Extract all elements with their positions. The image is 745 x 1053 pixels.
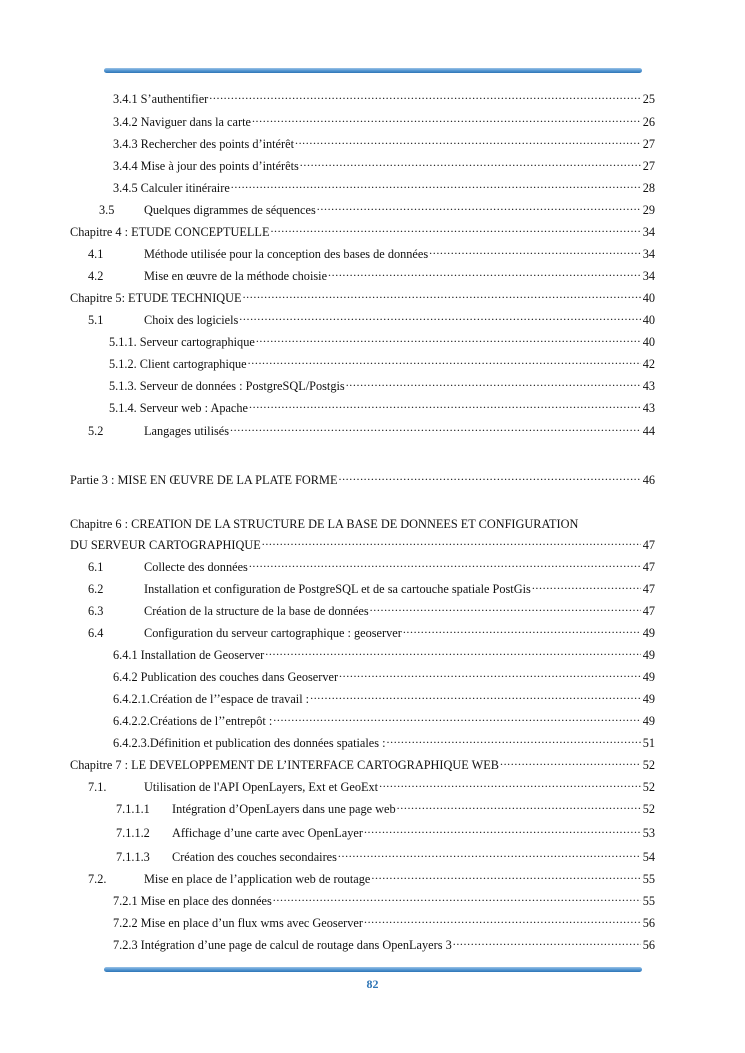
toc-title: Utilisation de l'API OpenLayers, Ext et GeoExt bbox=[144, 780, 379, 794]
toc-entry-5-1[interactable] bbox=[88, 308, 655, 327]
toc-entry-3-4-5[interactable] bbox=[113, 176, 655, 195]
toc-number: 6.4.2.2. bbox=[113, 714, 150, 728]
toc-number: 5.1.4. bbox=[109, 401, 137, 415]
dot-leader bbox=[252, 110, 641, 126]
toc-title: Affichage d’une carte avec OpenLayer bbox=[172, 826, 363, 840]
toc-page: 44 bbox=[642, 424, 655, 438]
dot-leader bbox=[453, 933, 641, 949]
dot-leader bbox=[273, 709, 640, 725]
toc-entry-3-4-2[interactable] bbox=[113, 110, 655, 129]
toc-entry-chapter-7[interactable] bbox=[70, 753, 655, 772]
toc-title: Calculer itinéraire bbox=[140, 181, 230, 195]
toc-page: 42 bbox=[642, 357, 655, 371]
toc-title: Méthode utilisée pour la conception des bases de données bbox=[144, 247, 429, 261]
toc-page: 52 bbox=[642, 780, 655, 794]
dot-leader bbox=[387, 731, 641, 747]
dot-leader bbox=[379, 775, 641, 791]
toc-number: 6.3 bbox=[88, 604, 104, 618]
toc-page: 56 bbox=[642, 938, 655, 952]
toc-page: 49 bbox=[642, 626, 655, 640]
toc-page: 34 bbox=[642, 247, 655, 261]
dot-leader bbox=[397, 797, 641, 813]
toc-entry-chapter-4[interactable] bbox=[70, 220, 655, 239]
toc-title: Chapitre 7 : LE DEVELOPPEMENT DE L’INTERFACE CARTOGRAPHIQUE WEB bbox=[70, 758, 499, 772]
toc-entry-7-2-2[interactable] bbox=[113, 911, 655, 930]
toc-number: 6.4.2.1. bbox=[113, 692, 150, 706]
toc-title: Intégration d’une page de calcul de routage dans OpenLayers 3 bbox=[140, 938, 452, 952]
toc-page: 49 bbox=[642, 648, 655, 662]
dot-leader bbox=[256, 330, 641, 346]
toc-page: 34 bbox=[642, 269, 655, 283]
dot-leader bbox=[339, 665, 641, 681]
toc-number: 5.1 bbox=[88, 313, 104, 327]
toc-page: 47 bbox=[642, 604, 655, 618]
dot-leader bbox=[209, 87, 640, 103]
dot-leader bbox=[249, 396, 641, 412]
dot-leader bbox=[231, 176, 641, 192]
toc-entry-6-4-2-1[interactable] bbox=[113, 687, 655, 706]
toc-title: Chapitre 4 : ETUDE CONCEPTUELLE bbox=[70, 225, 270, 239]
toc-entry-7-2-3[interactable] bbox=[113, 933, 655, 952]
dot-leader bbox=[532, 577, 641, 593]
toc-number: 3.4.4 bbox=[113, 159, 138, 173]
toc-title: S’authentifier bbox=[140, 92, 209, 106]
toc-page: 28 bbox=[642, 181, 655, 195]
toc-title: Mise en place d’un flux wms avec Geoserver bbox=[140, 916, 363, 930]
toc-page: 52 bbox=[642, 802, 655, 816]
toc-chapter-6-line-1[interactable]: Chapitre 6 : CREATION DE LA STRUCTURE DE LA BASE DE DONNEES ET CONFIGURATION bbox=[70, 517, 579, 531]
toc-page: 49 bbox=[642, 670, 655, 684]
toc-number: 6.1 bbox=[88, 560, 104, 574]
dot-leader bbox=[328, 264, 641, 280]
toc-entry-5-1-2[interactable] bbox=[109, 352, 655, 371]
toc-number: 7.1.1.2 bbox=[116, 826, 150, 840]
toc-number: 3.4.3 bbox=[113, 137, 138, 151]
toc-title: Langages utilisés bbox=[144, 424, 230, 438]
toc-entry-4-2[interactable] bbox=[88, 264, 655, 283]
toc-entry-5-1-1[interactable] bbox=[109, 330, 655, 349]
toc-entry-6-1[interactable] bbox=[88, 555, 655, 574]
dot-leader bbox=[338, 845, 641, 861]
toc-number: 5.1.3. bbox=[109, 379, 137, 393]
toc-title: Création de la structure de la base de données bbox=[144, 604, 369, 618]
toc-number: 5.2 bbox=[88, 424, 104, 438]
toc-entry-6-4-2[interactable] bbox=[113, 665, 655, 684]
toc-number: 7.1. bbox=[88, 780, 107, 794]
dot-leader bbox=[346, 374, 641, 390]
toc-number: 6.2 bbox=[88, 582, 104, 596]
toc-title: Serveur cartographique bbox=[139, 335, 255, 349]
toc-number: 3.4.5 bbox=[113, 181, 138, 195]
dot-leader bbox=[500, 753, 641, 769]
toc-title: Mise à jour des points d’intérêts bbox=[140, 159, 299, 173]
toc-title: Installation de Geoserver bbox=[140, 648, 265, 662]
toc-entry-6-4-2-2[interactable] bbox=[113, 709, 655, 728]
toc-page: 55 bbox=[642, 894, 655, 908]
dot-leader bbox=[295, 132, 641, 148]
toc-number: 6.4.2 bbox=[113, 670, 138, 684]
toc-entry-3-4-4[interactable] bbox=[113, 154, 655, 173]
toc-entry-6-4-1[interactable] bbox=[113, 643, 655, 662]
toc-number: 5.1.2. bbox=[109, 357, 137, 371]
toc-title: DU SERVEUR CARTOGRAPHIQUE bbox=[70, 538, 261, 552]
toc-page: 40 bbox=[642, 291, 655, 305]
toc-entry-chapter-5[interactable] bbox=[70, 286, 655, 305]
dot-leader bbox=[273, 889, 641, 905]
toc-page: 47 bbox=[642, 538, 655, 552]
toc-page: 49 bbox=[642, 714, 655, 728]
toc-title: Mise en œuvre de la méthode choisie bbox=[144, 269, 328, 283]
toc-page: 53 bbox=[642, 826, 655, 840]
dot-leader bbox=[230, 419, 641, 435]
toc-page: 49 bbox=[642, 692, 655, 706]
toc-entry-7-1-1-1[interactable] bbox=[116, 797, 655, 816]
toc-number: 4.2 bbox=[88, 269, 104, 283]
toc-entry-5-2[interactable] bbox=[88, 419, 655, 438]
dot-leader bbox=[300, 154, 641, 170]
dot-leader bbox=[265, 643, 640, 659]
toc-page: 27 bbox=[642, 159, 655, 173]
toc-entry-6-3[interactable] bbox=[88, 599, 655, 618]
toc-page: 29 bbox=[642, 203, 655, 217]
toc-title: Serveur de données : PostgreSQL/Postgis bbox=[139, 379, 345, 393]
toc-number: 7.2.2 bbox=[113, 916, 138, 930]
toc-page: 51 bbox=[642, 736, 655, 750]
footer-rule bbox=[104, 967, 642, 972]
toc-title: Création de l’’espace de travail : bbox=[149, 692, 310, 706]
toc-entry-3-5[interactable] bbox=[99, 198, 655, 217]
toc-title: Mise en place des données bbox=[140, 894, 272, 908]
toc-entry-6-4-2-3[interactable] bbox=[113, 731, 655, 750]
toc-title: Mise en place de l’application web de routage bbox=[144, 872, 371, 886]
toc-page: 43 bbox=[642, 379, 655, 393]
dot-leader bbox=[310, 687, 641, 703]
dot-leader bbox=[403, 621, 641, 637]
toc-page: 27 bbox=[642, 137, 655, 151]
toc-title: Collecte des données bbox=[144, 560, 248, 574]
toc-number: 7.1.1.1 bbox=[116, 802, 150, 816]
dot-leader bbox=[429, 242, 641, 258]
toc-page: 25 bbox=[642, 92, 655, 106]
toc-page: 40 bbox=[642, 313, 655, 327]
toc-number: 4.1 bbox=[88, 247, 104, 261]
toc-entry-7-2[interactable] bbox=[88, 867, 655, 886]
toc-number: 3.4.1 bbox=[113, 92, 138, 106]
toc-number: 5.1.1. bbox=[109, 335, 137, 349]
toc-entry-7-2-1[interactable] bbox=[113, 889, 655, 908]
toc-title: Intégration d’OpenLayers dans une page web bbox=[172, 802, 396, 816]
toc-page: 40 bbox=[642, 335, 655, 349]
toc-page: 34 bbox=[642, 225, 655, 239]
toc-number: 3.5 bbox=[99, 203, 115, 217]
dot-leader bbox=[243, 286, 641, 302]
header-rule bbox=[104, 68, 642, 73]
toc-entry-5-1-3[interactable] bbox=[109, 374, 655, 393]
dot-leader bbox=[262, 533, 641, 549]
toc-entry-5-1-4[interactable] bbox=[109, 396, 655, 415]
toc-title: Rechercher des points d’intérêt bbox=[140, 137, 294, 151]
toc-entry-4-1[interactable] bbox=[88, 242, 655, 261]
toc-title: Définition et publication des données spatiales : bbox=[149, 736, 386, 750]
toc-page: 56 bbox=[642, 916, 655, 930]
toc-number: 6.4.2.3. bbox=[113, 736, 150, 750]
toc-title: Créations de l’’entrepôt : bbox=[149, 714, 273, 728]
toc-number: 6.4.1 bbox=[113, 648, 138, 662]
dot-leader bbox=[317, 198, 641, 214]
toc-page: 26 bbox=[642, 115, 655, 129]
page-number: 82 bbox=[366, 977, 379, 991]
toc-page: 52 bbox=[642, 758, 655, 772]
toc-title: Partie 3 : MISE EN ŒUVRE DE LA PLATE FORME bbox=[70, 473, 338, 487]
toc-page: 46 bbox=[642, 473, 655, 487]
toc-page: 55 bbox=[642, 872, 655, 886]
dot-leader bbox=[338, 468, 640, 484]
toc-entry-3-4-1[interactable] bbox=[113, 87, 655, 106]
toc-number: 7.2.3 bbox=[113, 938, 138, 952]
dot-leader bbox=[239, 308, 640, 324]
toc-entry-6-2[interactable] bbox=[88, 577, 655, 596]
toc-title: Chapitre 5: ETUDE TECHNIQUE bbox=[70, 291, 242, 305]
toc-title: Client cartographique bbox=[139, 357, 247, 371]
toc-entry-6-4[interactable] bbox=[88, 621, 655, 640]
toc-entry-7-1-1-2[interactable] bbox=[116, 821, 655, 840]
toc-page: 54 bbox=[642, 850, 655, 864]
toc-title: Serveur web : Apache bbox=[139, 401, 248, 415]
toc-entry-partie-3[interactable] bbox=[70, 468, 655, 487]
dot-leader bbox=[371, 867, 640, 883]
toc-title: Installation et configuration de PostgreSQL et de sa cartouche spatiale PostGis bbox=[144, 582, 531, 596]
dot-leader bbox=[248, 352, 641, 368]
toc-title: Choix des logiciels bbox=[144, 313, 239, 327]
toc-title: Naviguer dans la carte bbox=[140, 115, 251, 129]
toc-number: 7.2. bbox=[88, 872, 107, 886]
toc-page: 47 bbox=[642, 582, 655, 596]
toc-page: 47 bbox=[642, 560, 655, 574]
toc-title: Quelques digrammes de séquences bbox=[144, 203, 316, 217]
dot-leader bbox=[364, 911, 641, 927]
toc-entry-3-4-3[interactable] bbox=[113, 132, 655, 151]
toc-title: Création des couches secondaires bbox=[172, 850, 337, 864]
toc-entry-7-1[interactable] bbox=[88, 775, 655, 794]
toc-number: 7.1.1.3 bbox=[116, 850, 150, 864]
toc-number: 3.4.2 bbox=[113, 115, 138, 129]
toc-title: Configuration du serveur cartographique : geoserver bbox=[144, 626, 402, 640]
dot-leader bbox=[270, 220, 640, 236]
dot-leader bbox=[249, 555, 641, 571]
dot-leader bbox=[364, 821, 641, 837]
toc-title: Publication des couches dans Geoserver bbox=[140, 670, 339, 684]
toc-number: 6.4 bbox=[88, 626, 104, 640]
dot-leader bbox=[370, 599, 641, 615]
toc-entry-7-1-1-3[interactable] bbox=[116, 845, 655, 864]
toc-entry-chapter-6[interactable] bbox=[70, 533, 655, 552]
toc-page: 43 bbox=[642, 401, 655, 415]
toc-number: 7.2.1 bbox=[113, 894, 138, 908]
